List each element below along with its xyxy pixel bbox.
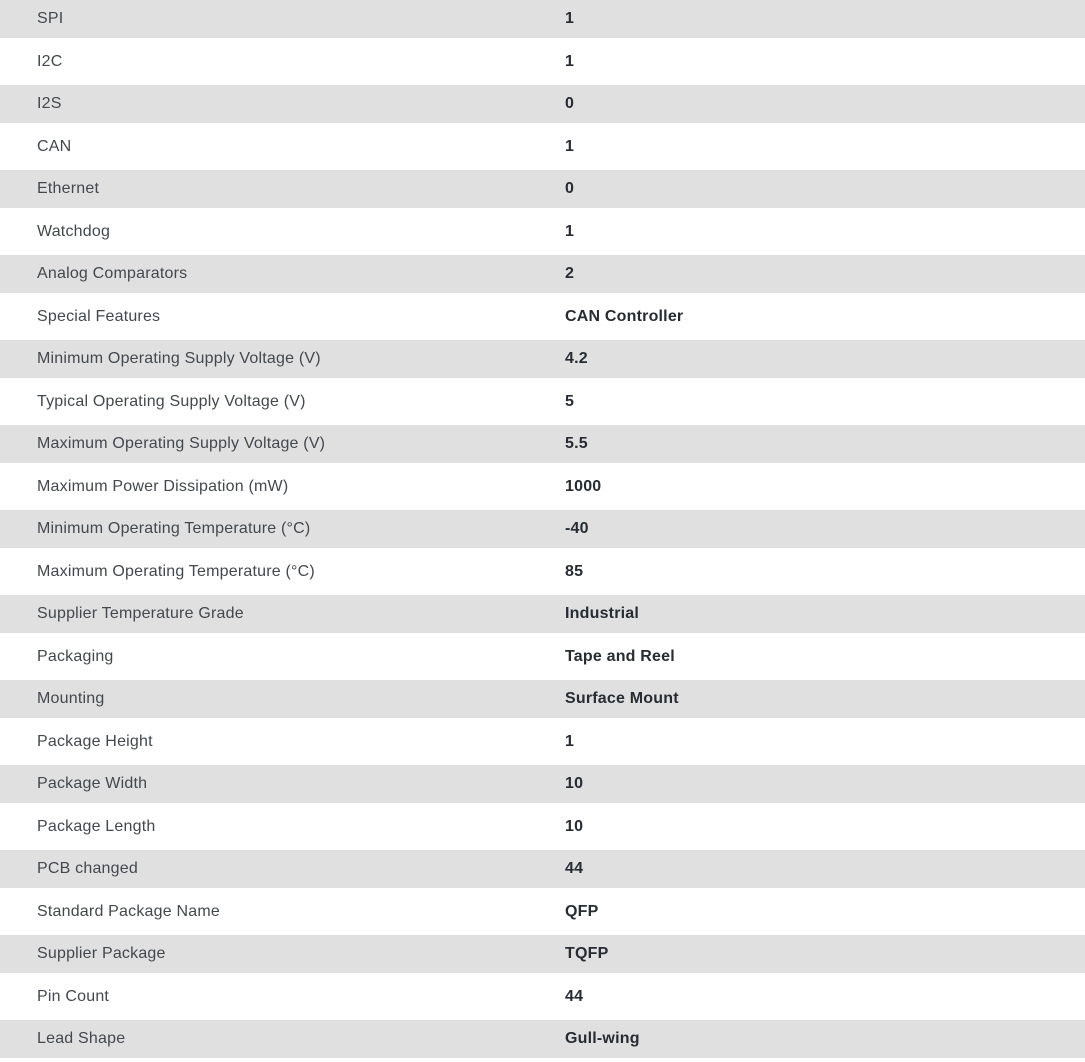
spec-value: 1 [565,222,575,240]
spec-label: Supplier Package [37,945,166,962]
spec-label: I2C [37,52,63,70]
spec-row [0,765,1085,803]
spec-row [0,893,1085,931]
spec-row [0,425,1085,463]
spec-value: CAN Controller [565,307,684,325]
spec-label: Maximum Operating Supply Voltage (V) [37,435,326,452]
spec-row [0,850,1085,888]
spec-value: 1000 [565,477,602,495]
spec-value: 1 [565,10,575,27]
spec-label: Package Length [37,817,156,835]
spec-label: Ethernet [37,180,100,197]
spec-value: QFP [565,902,599,920]
spec-row [0,553,1085,591]
spec-row [0,595,1085,633]
spec-label: PCB changed [37,860,138,877]
spec-row [0,680,1085,718]
spec-row [0,85,1085,123]
spec-label: Mounting [37,690,105,707]
spec-value: 85 [565,562,584,580]
spec-value: TQFP [565,945,609,962]
spec-label: Package Height [37,732,153,750]
spec-label: Typical Operating Supply Voltage (V) [37,392,306,410]
spec-row [0,468,1085,506]
spec-label: Lead Shape [37,1030,126,1047]
spec-label: Maximum Operating Temperature (°C) [37,562,315,580]
spec-label: Supplier Temperature Grade [37,605,244,622]
spec-value: 0 [565,180,575,197]
spec-row [0,723,1085,761]
spec-row [0,213,1085,251]
spec-row [0,510,1085,548]
spec-row [0,638,1085,676]
spec-value: -40 [565,520,589,537]
spec-value: 5.5 [565,435,588,452]
spec-value: 44 [565,860,584,877]
spec-label: Standard Package Name [37,902,220,920]
spec-label: SPI [37,10,64,27]
spec-label: Watchdog [37,222,111,240]
spec-label: Analog Comparators [37,265,188,282]
spec-label: Packaging [37,647,114,665]
spec-label: Maximum Power Dissipation (mW) [37,477,289,495]
spec-label: Special Features [37,307,161,325]
spec-row [0,298,1085,336]
spec-value: 44 [565,987,584,1005]
spec-value: 5 [565,392,575,410]
spec-value: Tape and Reel [565,647,675,665]
spec-row [0,1020,1085,1058]
spec-row [0,935,1085,973]
spec-value: 10 [565,775,584,792]
spec-row [0,340,1085,378]
spec-label: I2S [37,95,62,112]
spec-value: Gull-wing [565,1030,640,1047]
spec-row [0,808,1085,846]
spec-value: 2 [565,265,575,282]
spec-row [0,978,1085,1016]
spec-value: 1 [565,137,575,155]
spec-row [0,255,1085,293]
spec-label: Minimum Operating Temperature (°C) [37,520,311,537]
spec-label: Minimum Operating Supply Voltage (V) [37,350,321,367]
spec-row [0,383,1085,421]
spec-value: Industrial [565,605,640,622]
spec-label: Package Width [37,775,148,792]
spec-value: 10 [565,817,584,835]
spec-row [0,43,1085,81]
spec-value: 4.2 [565,350,588,367]
spec-value: 0 [565,95,575,112]
spec-row [0,0,1085,38]
spec-row [0,170,1085,208]
spec-label: Pin Count [37,987,110,1005]
spec-label: CAN [37,137,72,155]
spec-row [0,128,1085,166]
spec-value: 1 [565,52,575,70]
spec-value: Surface Mount [565,690,679,707]
spec-value: 1 [565,732,575,750]
